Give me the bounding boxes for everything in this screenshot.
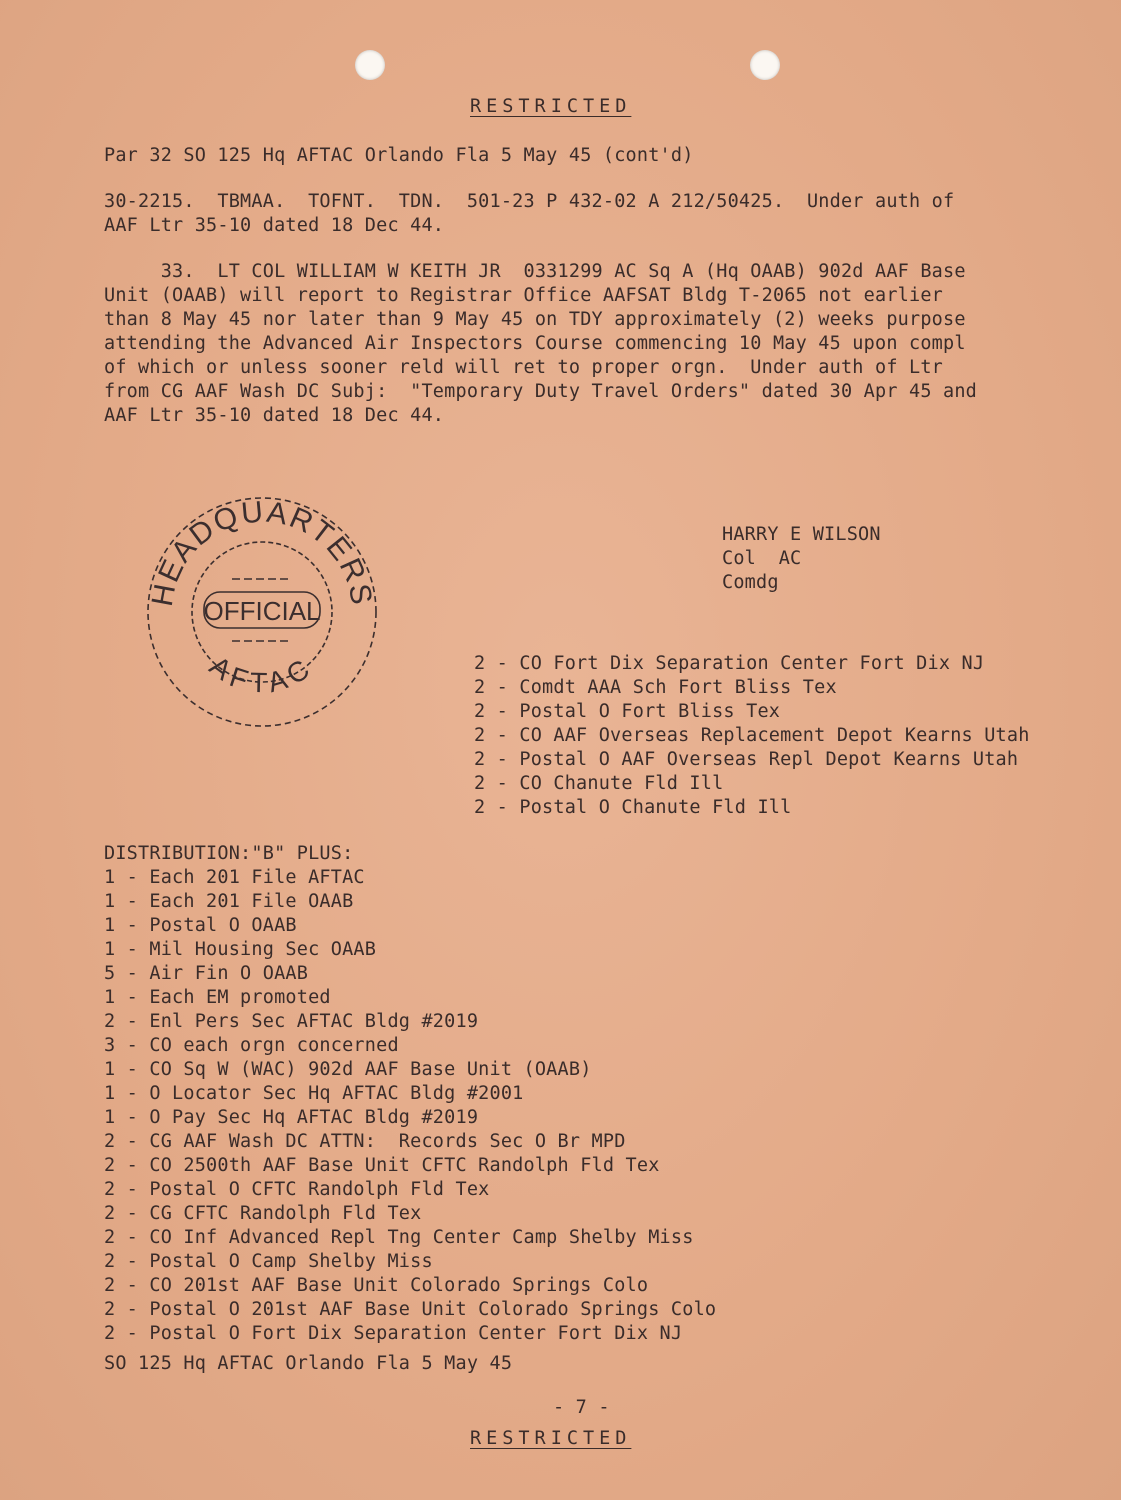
list-item: 2 - Postal O AAF Overseas Repl Depot Kearns Utah — [474, 749, 1019, 770]
punch-hole-right — [750, 50, 780, 80]
list-item: 2 - Postal O Fort Bliss Tex — [474, 701, 781, 722]
list-item: 1 - Postal O OAAB — [104, 915, 297, 936]
signer-name: HARRY E WILSON — [722, 524, 881, 545]
list-item: 2 - Enl Pers Sec AFTAC Bldg #2019 — [104, 1011, 479, 1032]
list-item: 3 - CO each orgn concerned — [104, 1035, 399, 1056]
text-line: AAF Ltr 35-10 dated 18 Dec 44. — [104, 215, 445, 236]
text-line: attending the Advanced Air Inspectors Course commencing 10 May 45 upon compl — [104, 333, 966, 354]
classification-footer: RESTRICTED — [470, 1428, 632, 1449]
list-item: 2 - CO 201st AAF Base Unit Colorado Springs Colo — [104, 1275, 649, 1296]
continuation-line: Par 32 SO 125 Hq AFTAC Orlando Fla 5 May 45 (cont'd) — [104, 145, 694, 166]
list-item: 2 - CG AAF Wash DC ATTN: Records Sec O Br MPD — [104, 1131, 626, 1152]
page-number: - 7 - — [553, 1397, 610, 1418]
stamp-bottom-text: AFTAC — [204, 649, 320, 699]
list-item: 2 - CG CFTC Randolph Fld Tex — [104, 1203, 422, 1224]
stamp-center-text: OFFICIAL — [203, 596, 321, 626]
text-line: AAF Ltr 35-10 dated 18 Dec 44. — [104, 405, 445, 426]
list-item: 1 - Mil Housing Sec OAAB — [104, 939, 377, 960]
list-item: 2 - CO Fort Dix Separation Center Fort Dix NJ — [474, 653, 985, 674]
order-reference: SO 125 Hq AFTAC Orlando Fla 5 May 45 — [104, 1353, 513, 1374]
text-line: from CG AAF Wash DC Subj: "Temporary Duty Travel Orders" dated 30 Apr 45 and — [104, 381, 978, 402]
list-item: 1 - Each 201 File AFTAC — [104, 867, 365, 888]
list-item: 2 - Postal O Fort Dix Separation Center Fort Dix NJ — [104, 1323, 683, 1344]
svg-text:AFTAC — [204, 650, 320, 698]
list-item: 2 - Comdt AAA Sch Fort Bliss Tex — [474, 677, 837, 698]
list-item: 2 - CO Inf Advanced Repl Tng Center Camp Shelby Miss — [104, 1227, 694, 1248]
list-item: 2 - Postal O Chanute Fld Ill — [474, 797, 792, 818]
stamp-top-text: HEADQUARTERS — [145, 495, 379, 609]
text-line: Unit (OAAB) will report to Registrar Office AAFSAT Bldg T-2065 not earlier — [104, 285, 944, 306]
punch-hole-left — [355, 50, 385, 80]
list-item: 1 - Each EM promoted — [104, 987, 331, 1008]
list-item: 1 - Each 201 File OAAB — [104, 891, 354, 912]
list-item: 2 - CO AAF Overseas Replacement Depot Kearns Utah — [474, 725, 1030, 746]
official-stamp — [132, 494, 392, 730]
text-line: 30-2215. TBMAA. TOFNT. TDN. 501-23 P 432-02 A 212/50425. Under auth of — [104, 191, 955, 212]
distribution-heading: DISTRIBUTION:"B" PLUS: — [104, 843, 354, 864]
list-item: 1 - O Pay Sec Hq AFTAC Bldg #2019 — [104, 1107, 479, 1128]
signer-rank: Col AC — [722, 548, 802, 569]
list-item: 1 - CO Sq W (WAC) 902d AAF Base Unit (OAAB) — [104, 1059, 592, 1080]
text-line: of which or unless sooner reld will ret to proper orgn. Under auth of Ltr — [104, 357, 944, 378]
classification-header: RESTRICTED — [470, 96, 632, 117]
list-item: 2 - Postal O 201st AAF Base Unit Colorado Springs Colo — [104, 1299, 717, 1320]
list-item: 1 - O Locator Sec Hq AFTAC Bldg #2001 — [104, 1083, 524, 1104]
text-line: than 8 May 45 nor later than 9 May 45 on TDY approximately (2) weeks purpose — [104, 309, 966, 330]
list-item: 2 - Postal O CFTC Randolph Fld Tex — [104, 1179, 490, 1200]
list-item: 2 - CO Chanute Fld Ill — [474, 773, 724, 794]
list-item: 2 - Postal O Camp Shelby Miss — [104, 1251, 433, 1272]
list-item: 2 - CO 2500th AAF Base Unit CFTC Randolph Fld Tex — [104, 1155, 660, 1176]
list-item: 5 - Air Fin O OAAB — [104, 963, 309, 984]
text-line: 33. LT COL WILLIAM W KEITH JR 0331299 AC Sq A (Hq OAAB) 902d AAF Base — [104, 261, 966, 282]
signer-title: Comdg — [722, 572, 779, 593]
